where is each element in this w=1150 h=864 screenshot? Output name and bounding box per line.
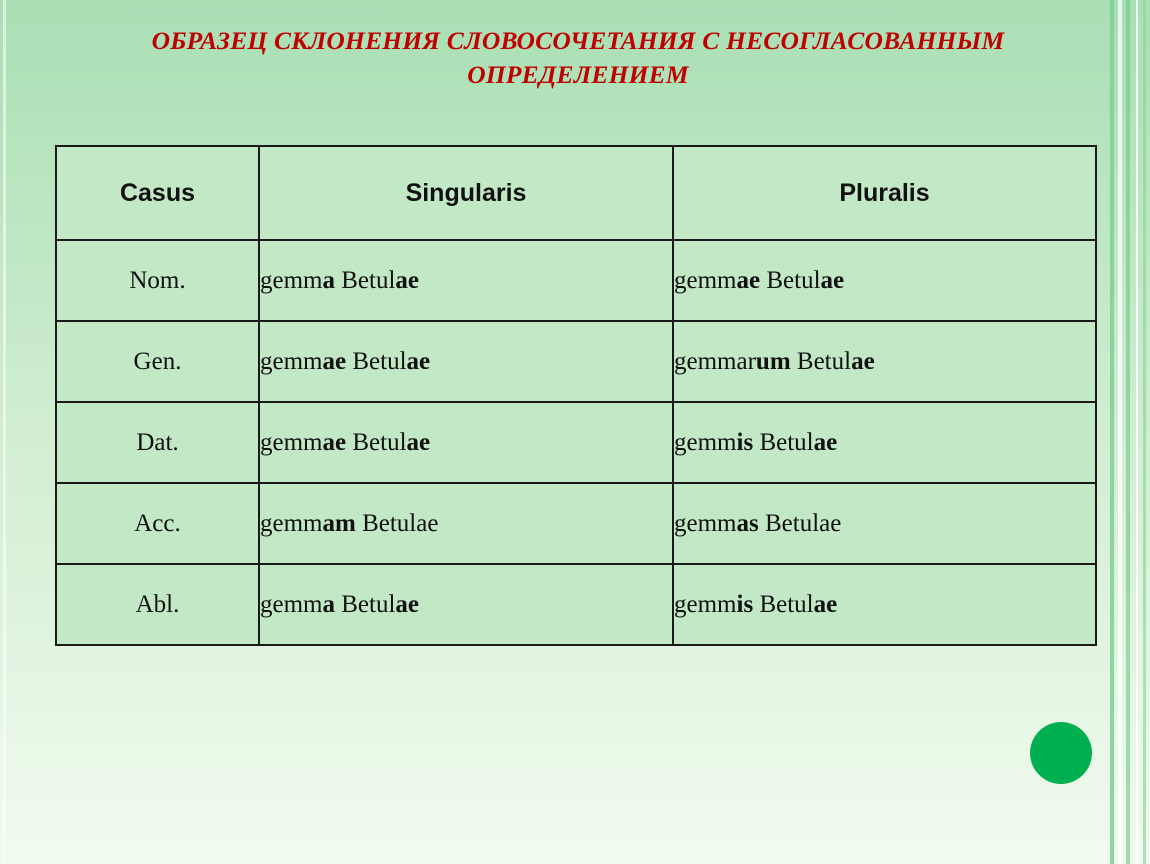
- case-label: Nom.: [56, 240, 259, 321]
- decorative-stripe-left: [3, 0, 6, 864]
- column-header-pluralis: Pluralis: [673, 146, 1096, 240]
- green-circle-decoration: [1030, 722, 1092, 784]
- slide-title: ОБРАЗЕЦ СКЛОНЕНИЯ СЛОВОСОЧЕТАНИЯ С НЕСОГЛАСОВАННЫМ ОПРЕДЕЛЕНИЕМ: [151, 26, 1005, 89]
- column-header-singularis: Singularis: [259, 146, 673, 240]
- table-header-row: [56, 146, 1096, 240]
- column-header-casus: Casus: [56, 146, 259, 240]
- singularis-form: gemmae Betulae: [259, 402, 673, 483]
- case-label: Abl.: [56, 564, 259, 645]
- singularis-form: gemmae Betulae: [259, 321, 673, 402]
- decorative-stripe-4: [1136, 0, 1138, 864]
- table-row: [56, 321, 1096, 402]
- decorative-stripe-1: [1110, 0, 1114, 864]
- declension-table: [55, 145, 1097, 646]
- declension-table-wrapper: [55, 145, 1095, 646]
- pluralis-form: gemmae Betulae: [673, 240, 1096, 321]
- table-row: [56, 402, 1096, 483]
- singularis-form: gemmam Betulae: [259, 483, 673, 564]
- decorative-stripe-5: [1143, 0, 1146, 864]
- singularis-form: gemma Betulae: [259, 240, 673, 321]
- pluralis-form: gemmas Betulae: [673, 483, 1096, 564]
- table-row: [56, 564, 1096, 645]
- singularis-form: gemma Betulae: [259, 564, 673, 645]
- case-label: Gen.: [56, 321, 259, 402]
- table-body: [56, 240, 1096, 645]
- pluralis-form: gemmarum Betulae: [673, 321, 1096, 402]
- case-label: Acc.: [56, 483, 259, 564]
- decorative-stripe-2: [1118, 0, 1122, 864]
- pluralis-form: gemmis Betulae: [673, 564, 1096, 645]
- decorative-stripe-3: [1126, 0, 1130, 864]
- pluralis-form: gemmis Betulae: [673, 402, 1096, 483]
- case-label: Dat.: [56, 402, 259, 483]
- table-row: [56, 240, 1096, 321]
- table-row: [56, 483, 1096, 564]
